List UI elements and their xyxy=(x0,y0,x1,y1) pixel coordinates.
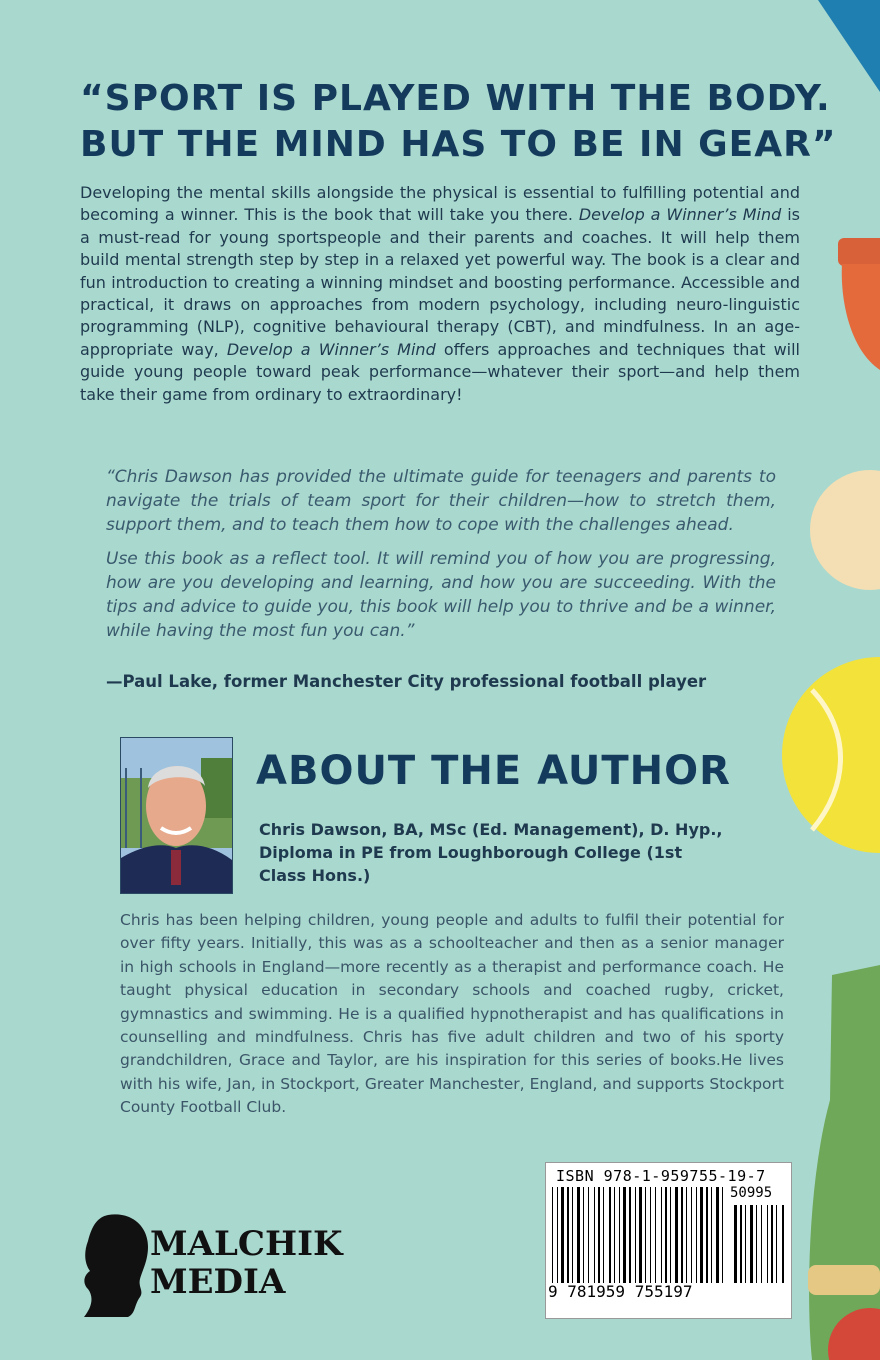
tennis-ball-shape xyxy=(782,657,880,853)
testimonial-paragraph-2: Use this book as a reflect tool. It will remind you of how you are progressing, how are you developing and learning, and how you are succeeding. With the tips and advice to guide you, this book will help you to thrive and be a winner, while having the most fun you can.” xyxy=(106,549,776,641)
barcode-bar xyxy=(552,1187,553,1283)
headline-line-2: BUT THE MIND HAS TO BE IN GEAR” xyxy=(80,124,837,165)
barcode-bar xyxy=(675,1187,678,1283)
barcode-bar xyxy=(619,1187,620,1283)
publisher-name xyxy=(150,1225,343,1301)
barcode-bar xyxy=(700,1187,703,1283)
barcode-bar xyxy=(706,1187,708,1283)
barcode-bar xyxy=(623,1187,626,1283)
price-addon: 50995 xyxy=(730,1185,773,1201)
barcode-bar xyxy=(681,1187,683,1283)
barcode-bar xyxy=(661,1187,662,1283)
barcode-bar xyxy=(598,1187,600,1283)
addon-bar xyxy=(750,1205,753,1283)
barcode-bar xyxy=(572,1187,573,1283)
isbn-label: ISBN 978-1-959755-19-7 xyxy=(556,1167,766,1185)
cream-ball-shape xyxy=(810,470,880,590)
addon-bar xyxy=(782,1205,784,1283)
barcode-bar xyxy=(686,1187,687,1283)
addon-bar xyxy=(756,1205,757,1283)
addon-bar xyxy=(734,1205,737,1283)
green-bottle-shape xyxy=(808,965,880,1360)
book-title-2: Develop a Winner’s Mind xyxy=(226,339,436,359)
barcode-bar xyxy=(561,1187,564,1283)
addon-bar xyxy=(745,1205,746,1283)
red-cup-shape xyxy=(838,238,880,370)
publisher-line-1: MALCHIK xyxy=(150,1224,343,1264)
barcode-bar xyxy=(670,1187,671,1283)
barcode-digits: 9 781959 755197 xyxy=(548,1282,693,1301)
barcode-bar xyxy=(577,1187,580,1283)
barcode-bar xyxy=(639,1187,642,1283)
publisher-line-2: MEDIA xyxy=(150,1262,286,1302)
barcode-bar xyxy=(650,1187,651,1283)
barcode-bar xyxy=(691,1187,692,1283)
barcode-bar xyxy=(594,1187,595,1283)
barcode-bar xyxy=(645,1187,646,1283)
barcode-bar xyxy=(567,1187,569,1283)
barcode-bar xyxy=(711,1187,712,1283)
barcode-bar xyxy=(629,1187,631,1283)
addon-bar xyxy=(740,1205,742,1283)
testimonial-paragraph-1: “Chris Dawson has provided the ultimate guide for teenagers and parents to navigate the trials of team sport for their children—how to stretch them, support them, and to teach them how to cope with the challenges ahead. xyxy=(106,467,776,535)
addon-bar xyxy=(776,1205,777,1283)
book-description xyxy=(80,182,800,406)
testimonial xyxy=(106,465,776,653)
barcode-bar xyxy=(603,1187,604,1283)
barcode-bar xyxy=(655,1187,656,1283)
barcode-bar xyxy=(557,1187,558,1283)
author-bio: Chris has been helping children, young people and adults to fulfil their potential for over fifty years. Initially, this was as a schoolteacher and then as a senior manager in high schools in England—more recently as a therapist and performance coach. He taught physical education in secondary schools and coached rugby, cricket, gymnastics and swimming. He is a qualified hypnotherapist and has qualifications in counselling and mindfulness. Chris has five adult children and two of his sporty grandchildren, Grace and Taylor, are his inspiration for this series of books.He lives with his wife, Jan, in Stockport, Greater Manchester, England, and supports Stockport County Football Club. xyxy=(120,911,784,1117)
author-portrait-image xyxy=(121,738,232,893)
barcode-bar xyxy=(716,1187,719,1283)
barcode-bar xyxy=(722,1187,723,1283)
addon-bar xyxy=(771,1205,773,1283)
barcode-bar xyxy=(665,1187,667,1283)
barcode-bar xyxy=(635,1187,636,1283)
barcode-bar xyxy=(614,1187,615,1283)
barcode-bar xyxy=(696,1187,697,1283)
barcode-bar xyxy=(609,1187,611,1283)
testimonial-attribution: —Paul Lake, former Manchester City professional football player xyxy=(106,672,707,691)
headline-quote xyxy=(80,76,837,168)
description-part-1: Developing the mental skills alongside the physical is essential to fulfilling potential and becoming a winner. This is the book that will take you there. xyxy=(80,183,800,225)
silhouette-icon xyxy=(84,1214,148,1317)
description-part-2: is a must-read for young sportspeople and their parents and coaches. It will help them build mental strength step by step in a relaxed yet powerful way. The book is a clear and fun introduction to creating a winning mindset and boosting performance. Accessible and practical, it draws on approaches from modern psychology, including neuro-linguistic programming (NLP), cognitive behavioural therapy (CBT), and mindfulness. In an age-appropriate way, xyxy=(80,205,800,359)
barcode-bar xyxy=(588,1187,589,1283)
author-credentials: Chris Dawson, BA, MSc (Ed. Management), D. Hyp., Diploma in PE from Loughborough College (1st Class Hons.) xyxy=(259,820,723,885)
addon-bar xyxy=(761,1205,762,1283)
addon-bar xyxy=(767,1205,768,1283)
description-part-3: offers approaches and techniques that will guide young people toward peak performance—whatever their sport—and help them take their game from ordinary to extraordinary! xyxy=(80,339,800,404)
author-photo xyxy=(120,737,233,894)
about-author-heading: ABOUT THE AUTHOR xyxy=(256,748,731,794)
book-title-1: Develop a Winner’s Mind xyxy=(578,205,782,225)
barcode-bar xyxy=(583,1187,584,1283)
headline-line-1: “SPORT IS PLAYED WITH THE BODY. xyxy=(80,78,831,119)
